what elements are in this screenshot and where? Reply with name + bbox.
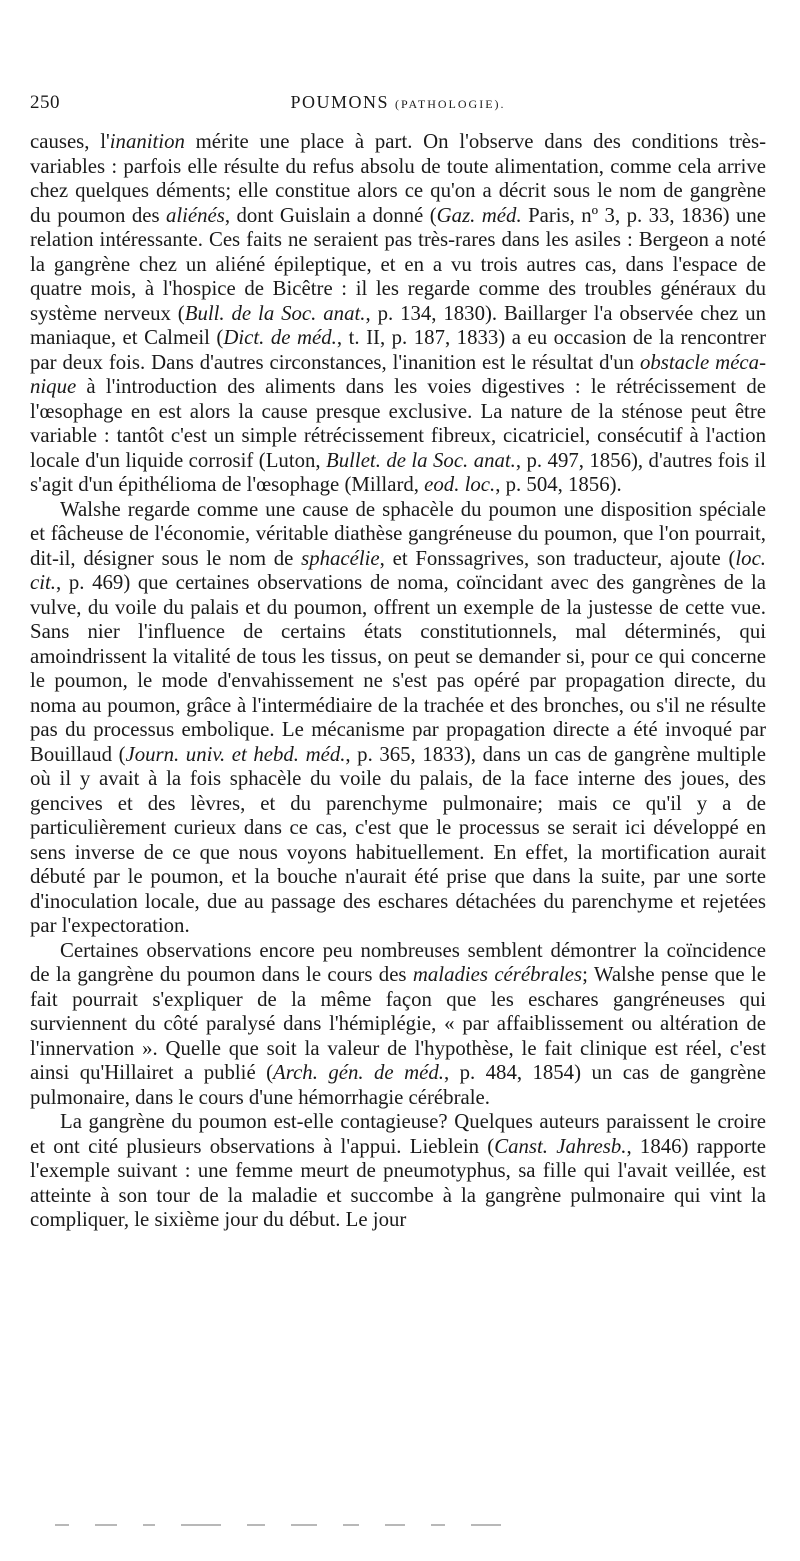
text-run: , p. 484, 1854) un cas de gangrène pulmonaire, dans le cours d'une hémorrhagie cérébrale. [30, 1061, 766, 1109]
italic-text: aliénés [165, 203, 225, 227]
body-text [30, 130, 766, 1233]
text-run: Certaines observations encore peu nombreuses semblent démontrer la coïncidence de la gangrène du poumon dans le cours des [30, 938, 766, 986]
smudge-mark [95, 1524, 117, 1526]
text-run: mérite une place à part. On l'observe dans des conditions très-variables : parfois elle résulte du refus absolu de toute alimentation, comme cela arrive chez quelques déments; elle constitue alors ce qu'on a décrit sous le nom de gangrène du poumon des [30, 130, 766, 227]
italic-text: Bullet. de la Soc. anat. [326, 448, 516, 472]
italic-text: Dict. de méd. [223, 326, 337, 349]
text-run: , p. 497, 1856), d'autres fois il s'agit d'un épithélioma de l'œsophage (Millard, [30, 448, 766, 496]
running-title-sub: (PATHOLOGIE). [394, 97, 506, 111]
italic-text: obstacle mécanique [30, 350, 766, 398]
italic-text: Journ. univ. et hebd. méd. [125, 742, 346, 766]
text-run: , 1846) rapporte l'exemple suivant : une femme meurt de pneumotyphus, sa fille qui l'avait veillée, est atteinte à son tour de la maladie et succombe à la gangrène pulmonaire qui vint la compliquer, le sixième jour du début. Le jour [30, 1134, 766, 1231]
italic-text: inanition [109, 130, 185, 153]
text-run: , p. 504, 1856). [495, 473, 622, 496]
smudge-mark [385, 1524, 405, 1526]
text-run: , et Fonssagrives, son traducteur, ajoute ( [379, 546, 736, 570]
italic-text: Bull. de la Soc. anat. [184, 301, 366, 325]
italic-text: loc. cit. [30, 546, 766, 594]
paragraph [30, 498, 766, 939]
text-run: , p. 469) que certaines observations de noma, coïncidant avec des gangrènes de la vulve, du voile du palais et du poumon, offrent un exemple de la justesse de cette vue. Sans nier l'influence de certains états constitutionnels, mal déterminés, qui amoindrissent la vitalité de tous les tissus, on peut se demander si, pour ce qui concerne le poumon, le mode d'envahissement ne s'est pas opéré par propagation directe, du noma au poumon, grâce à l'intermédiaire de la trachée et des bronches, ou s'il ne résulte pas du processus embolique. Le mécanisme par propagation directe a été invoqué par Bouillaud ( [30, 571, 766, 766]
italic-text: maladies cérébrales [412, 963, 583, 986]
text-run: , t. II, p. 187, 1833) a eu occasion de la rencontrer par deux fois. Dans d'autres circonstances, l'inanition est le résultat d'un [30, 326, 766, 374]
italic-text: Canst. Jahresb. [494, 1134, 627, 1158]
italic-text: Gaz. méd. [436, 203, 522, 227]
book-page [30, 92, 766, 1233]
footer-smudge [55, 1524, 655, 1528]
smudge-mark [431, 1524, 445, 1526]
italic-text: sphacélie [301, 546, 380, 570]
text-run: causes, l' [30, 130, 110, 153]
paragraph [30, 130, 766, 498]
italic-text: eod. loc. [424, 473, 496, 496]
running-title [30, 92, 766, 113]
smudge-mark [471, 1524, 501, 1526]
text-run: à l'introduction des aliments dans les voies digestives : le rétrécissement de l'œsophage en est alors la cause presque exclusive. La nature de la sténose peut être variable : tantôt c'est un simple rétrécissement fibreux, cicatriciel, consécutif à l'action locale d'un liquide corrosif (Luton, [30, 375, 766, 472]
running-title-main: POUMONS [290, 92, 389, 112]
text-run: ; Walshe pense que le fait pourrait s'expliquer de la même façon que les eschares gangréneuses qui surviennent du côté paralysé dans l'hémiplégie, « par affaiblissement ou altération de l'innervation ». Quelle que soit la valeur de l'hypothèse, le fait clinique est réel, c'est ainsi qu'Hillairet a publié ( [30, 963, 766, 1084]
text-run: La gangrène du poumon est-elle contagieuse? Quelques auteurs paraissent le croire et ont cité plusieurs observations à l'appui. Lieblein ( [30, 1110, 766, 1158]
smudge-mark [55, 1524, 69, 1526]
text-run: , dont Guislain a donné ( [224, 203, 437, 227]
smudge-mark [343, 1524, 359, 1526]
smudge-mark [291, 1524, 317, 1526]
page-header [30, 92, 766, 126]
page-number: 250 [30, 92, 60, 113]
text-run: , p. 134, 1830). Baillarger l'a observée chez un maniaque, et Calmeil ( [30, 301, 766, 349]
smudge-mark [247, 1524, 265, 1526]
text-run: , p. 365, 1833), dans un cas de gangrène multiple où il y avait à la fois sphacèle du voile du palais, de la face interne des joues, des gencives et des lèvres, et du parenchyme pulmonaire; mais ce qu'il y a de particulièrement curieux dans ce cas, c'est que le processus se serait ici développé en sens inverse de ce que nous voyons habituellement. En effet, la mortification aurait débuté par le poumon, et la bouche n'aurait été prise que dans la suite, par une sorte d'inoculation locale, due au passage des eschares détachées du parenchyme et rejetées par l'expectoration. [30, 742, 766, 937]
text-run: Paris, nº 3, p. 33, 1836) une relation intéressante. Ces faits ne seraient pas très-rares dans les asiles : Bergeon a noté la gangrène chez un aliéné épileptique, et en a vu trois autres cas, dans l'espace de quatre mois, à l'hospice de Bicêtre : il les regarde comme des troubles généraux du système nerveux ( [30, 203, 766, 325]
smudge-mark [181, 1524, 221, 1526]
text-run: Walshe regarde comme une cause de sphacèle du poumon une disposition spéciale et fâcheuse de l'économie, véritable diathèse gangréneuse du poumon, que l'on pourrait, dit-il, désigner sous le nom de [30, 497, 766, 570]
paragraph [30, 1110, 766, 1233]
paragraph [30, 939, 766, 1111]
italic-text: Arch. gén. de méd. [273, 1061, 444, 1084]
smudge-mark [143, 1524, 155, 1526]
